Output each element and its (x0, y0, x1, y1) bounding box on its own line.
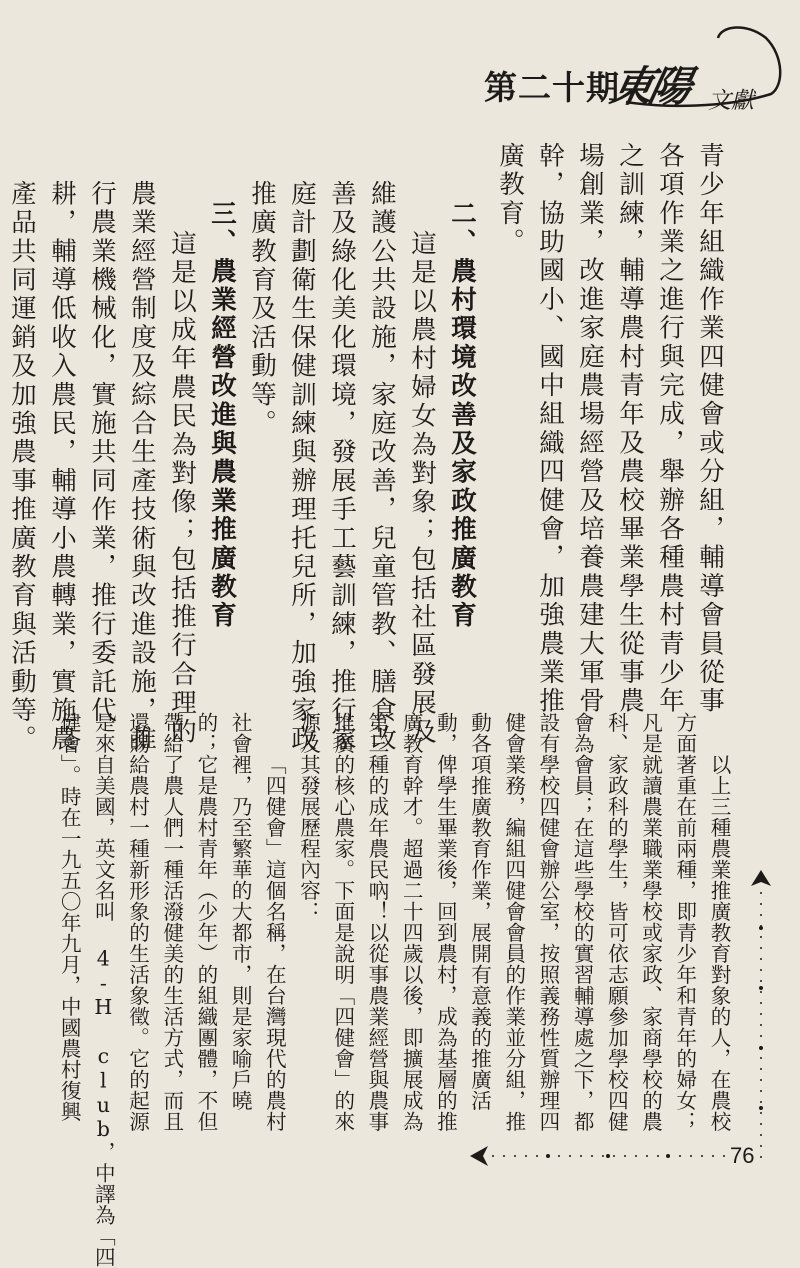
mid-text-block (2, 180, 730, 754)
text-column: 方面著重在前兩種，即青少年和青年的婦女； (672, 712, 697, 1132)
text-column: 科、家政科的學生，皆可依志願參加學校四健 (604, 712, 629, 1132)
text-column: 這是以成年農民為對像；包括推行合理的 (167, 230, 197, 747)
issue-number: 第二十期 (484, 68, 620, 107)
text-column: 動各項推廣教育作業，展開有意義的推廣活 (467, 712, 492, 1111)
text-column: 產品共同運銷及加強農事推廣教育與活動等。 (7, 180, 37, 754)
text-column: 善及綠化美化環境，發展手工藝訓練，推行家 (327, 180, 357, 754)
text-column: 各項作業之進行與完成，舉辦各種農村青少年 (655, 142, 685, 716)
horizontal-ornament-icon (468, 1136, 738, 1176)
text-column: 青少年組織作業四健會或分組，輔導會員從事 (695, 142, 725, 716)
text-column: 場創業，改進家庭農場經營及培養農建大軍骨 (575, 142, 605, 716)
text-column: 推廣教育及活動等。 (247, 180, 277, 439)
text-column: 會為會員；在這些學校的實習輔導處之下，都 (570, 712, 595, 1132)
text-column: 是來自美國，英文名叫 4-H club，中譯為「四 (91, 712, 116, 1268)
text-column: 廣教育幹才。超過二十四歲以後，即擴展成為 (399, 712, 424, 1132)
text-column: 維護公共設施，家庭改善，兒童管教、膳食改 (367, 180, 397, 754)
text-column: 第三種的成年農民吶！以從事農業經營與農事 (364, 712, 389, 1132)
logo-subtitle: 文獻 (708, 88, 754, 114)
text-column: 「四健會」這個名稱，在台灣現代的農村 (262, 754, 287, 1132)
text-column: 以上三種農業推廣教育對象的人，在農校 (707, 754, 731, 1132)
text-column: 的；它是農村青年（少年）的組織團體，不但 (193, 712, 218, 1132)
page-number: 76 (730, 1143, 755, 1168)
text-column: 庭計劃衛生保健訓練與辦理托兒所，加強家政 (287, 180, 317, 754)
text-column: 之訓練，輔導農村青年及農校畢業學生從事農 (615, 142, 645, 716)
text-column: 動，俾學生畢業後，回到農村，成為基層的推 (433, 712, 458, 1132)
text-column: 社會裡，乃至繁華的大都市，則是家喻戶曉 (228, 712, 253, 1111)
text-column: 健會業務，編組四健會會員的作業並分組，推 (501, 712, 526, 1132)
text-column: 源及其發展歷程內容： (296, 712, 321, 922)
text-column: 幹，協助國小、國中組織四健會，加強農業推 (535, 142, 565, 716)
text-column: 帶給了農人們一種活潑健美的生活方式，而且 (159, 712, 184, 1132)
text-column: 設有學校四健會辦公室，按照義務性質辦理四 (535, 712, 560, 1132)
text-column: 耕，輔導低收入農民，輔導小農轉業，實施農 (47, 180, 77, 754)
text-column: 行農業機械化，實施共同作業，推行委託代 (87, 180, 117, 726)
text-column: 推廣的核心農家。下面是說明「四健會」的來 (330, 712, 355, 1132)
text-column: 農業經營制度及綜合生產技術與改進設施，推 (127, 180, 157, 754)
text-column: 凡是就讀農業職業學校或家政、家商學校的農 (638, 712, 663, 1132)
journal-logo (606, 16, 786, 136)
section-heading: 二、農村環境改善及家政推廣教育 (447, 200, 477, 631)
text-column: 健會」。時在一九五〇年九月，中國農村復興 (57, 712, 82, 1122)
text-column: 這是以農村婦女為對象；包括社區發展及 (407, 230, 437, 747)
bottom-text-block (52, 712, 736, 1268)
section-heading: 三、農業經營改進與農業推廣教育 (207, 200, 237, 631)
text-column: 廣教育。 (495, 142, 525, 257)
vertical-ornament-icon (746, 868, 776, 1168)
text-column: 還賜給農村一種新形象的生活象徵。它的起源 (125, 712, 150, 1132)
logo-title: 東陽 (606, 62, 693, 111)
